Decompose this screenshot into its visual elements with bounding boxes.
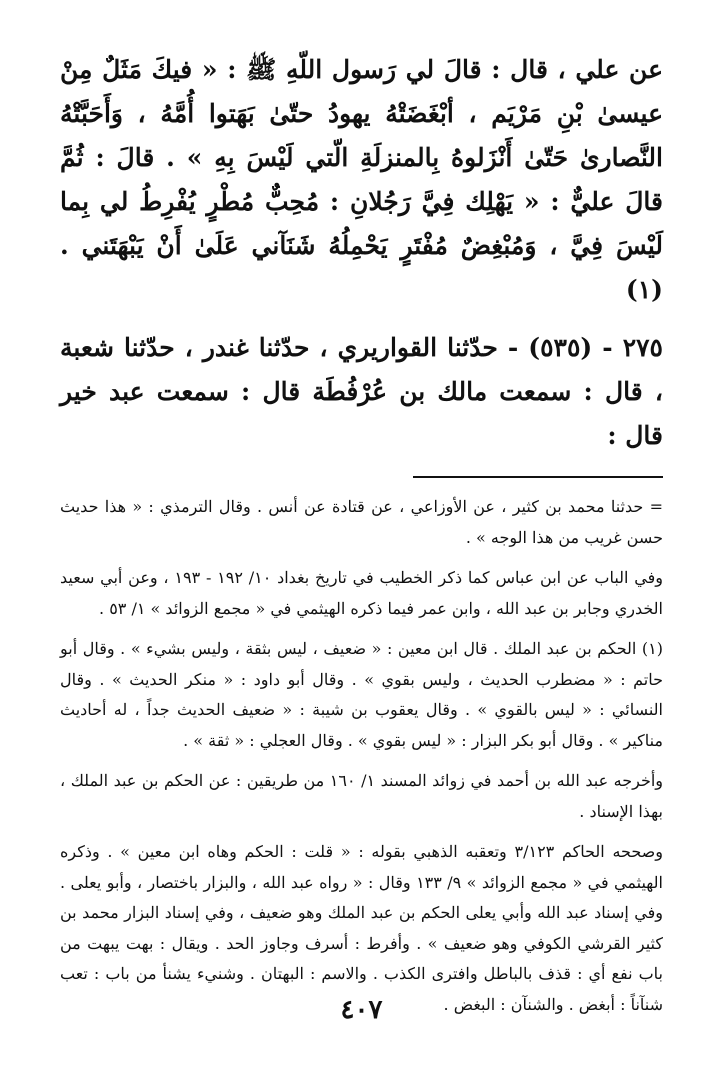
page-number: ٤٠٧ — [340, 995, 383, 1025]
footnote-bab: وفي الباب عن ابن عباس كما ذكر الخطيب في تاريخ بغداد ١٠/ ١٩٢ - ١٩٣ ، وعن أبي سعيد الخدري وجابر بن عبد الله ، وابن عمر فيما ذكره الهيثمي في « مجمع الزوائد » ١/ ٥٣ . — [60, 568, 663, 618]
footnote-hakim: وصححه الحاكم ٣/١٢٣ وتعقبه الذهبي بقوله : « قلت : الحكم وهاه ابن معين » . وذكره الهيثمي في « مجمع الزوائد » ٩/ ١٣٣ وقال : « رواه عبد الله ، والبزار باختصار ، وأبو يعلى . وفي إسناد عبد الله وأبي يعلى الحكم بن عبد الملك وهو ضعيف ، وفي إسناد البزار محمد بن كثير القرشي الكوفي وهو ضعيف » . وأفرط : أسرف وجاوز الحد . ويقال : بهت يبهت من باب نفع أي : قذف بالباطل وافترى الكذب . والاسم : البهتان . وشنيء يشنأ من باب : تعب شنآناً : أبغض . والشنآن : البغض . — [60, 842, 663, 1014]
hadith-275-chain: ٢٧٥ - (٥٣٥) - حدّثنا القواريري ، حدّثنا غندر ، حدّثنا شعبة ، قال : سمعت مالك بن عُرْفُطَة قال : سمعت عبد خير قال : — [60, 333, 663, 450]
main-text — [60, 48, 663, 458]
footnote-1: (١) الحكم بن عبد الملك . قال ابن معين : « ضعيف ، ليس بثقة ، وليس بشيء » . وقال أبو حاتم : « مضطرب الحديث ، وليس بقوي » . وقال أبو داود : « منكر الحديث » . وقال النسائي : « ليس بالقوي » . وقال يعقوب بن شيبة : « ضعيف الحديث جداً ، له أحاديث مناكير » . وقال أبو بكر البزار : « ليس بقوي » . وقال العجلي : « ثقة » . — [60, 639, 664, 750]
footnote-divider — [413, 476, 663, 478]
book-page — [60, 48, 663, 1062]
footnote-takhrij: وأخرجه عبد الله بن أحمد في زوائد المسند ١/ ١٦٠ من طريقين : عن الحكم بن عبد الملك ، بهذا الإسناد . — [60, 771, 664, 821]
hadith-text: عن علي ، قال : قالَ لي رَسول اللّهِ ﷺ : « فيكَ مَثَلٌ مِنْ عيسىٰ بْنِ مَرْيَم ، أبْغَضَتْهُ يهودُ حتّىٰ بَهَتوا أُمَّهُ ، وَأَحَبَّتْهُ النَّصارىٰ حَتّىٰ أَنْزَلوهُ بِالمنزلَةِ الّتي لَيْسَ بِهِ » . قالَ : ثُمَّ قالَ عليٌّ : « يَهْلِك فِيَّ رَجُلانِ : مُحِبٌّ مُطْرٍ يُفْرِطُ لي بِما لَيْسَ فِيَّ ، وَمُبْغِضٌ مُفْتَرٍ يَحْمِلُهُ شَنَآني عَلَىٰ أَنْ يَبْهَتَني . (١) — [60, 55, 663, 304]
footnote-continuation: = حدثنا محمد بن كثير ، عن الأوزاعي ، عن قتادة عن أنس . وقال الترمذي : « هذا حديث حسن غريب من هذا الوجه » . — [60, 497, 663, 547]
footnotes — [60, 492, 663, 1020]
